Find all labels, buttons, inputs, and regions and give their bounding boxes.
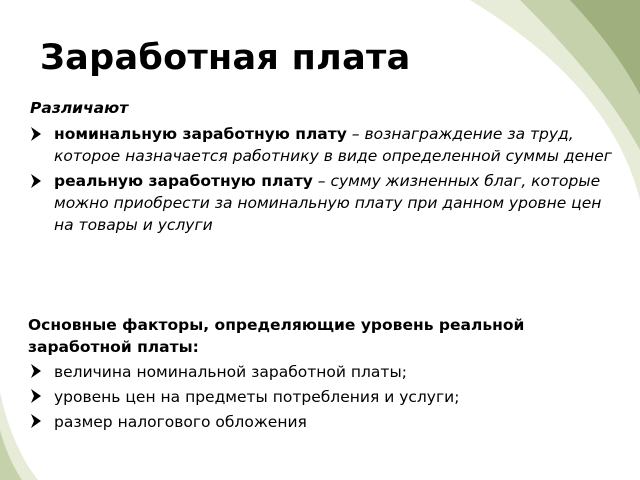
factor-text: величина номинальной заработной платы; [54, 363, 407, 381]
definition-nominal: вознаграждение за труд, которое назначается работнику в виде определенной суммы денег [54, 125, 612, 165]
definitions-list [30, 123, 615, 236]
definition-item-real [30, 170, 615, 236]
term-nominal: номинальную заработную плату [54, 125, 347, 143]
arrowhead-bullet-icon [30, 173, 42, 189]
arrowhead-bullet-icon [30, 413, 42, 429]
arrowhead-bullet-icon [30, 126, 42, 142]
definition-item-nominal [30, 123, 615, 167]
factors-list [30, 360, 620, 435]
separator-nominal: – [346, 125, 365, 143]
factor-text: размер налогового обложения [54, 413, 307, 431]
arrowhead-bullet-icon [30, 363, 42, 379]
intro-label: Различают [30, 99, 129, 117]
term-real: реальную заработную плату [54, 172, 313, 190]
factor-item [30, 360, 620, 385]
factor-text: уровень цен на предметы потребления и услуги; [54, 388, 460, 406]
definition-real: сумму жизненных благ, которые можно приобрести за номинальную плату при данном уровне цен на товары и услуги [54, 172, 602, 234]
separator-real: – [312, 172, 331, 190]
factor-item [30, 385, 620, 410]
factors-heading: Основные факторы, определяющие уровень реальной заработной платы: [28, 316, 525, 356]
slide-title: Заработная плата [40, 38, 411, 78]
arrowhead-bullet-icon [30, 388, 42, 404]
factor-item [30, 410, 620, 435]
